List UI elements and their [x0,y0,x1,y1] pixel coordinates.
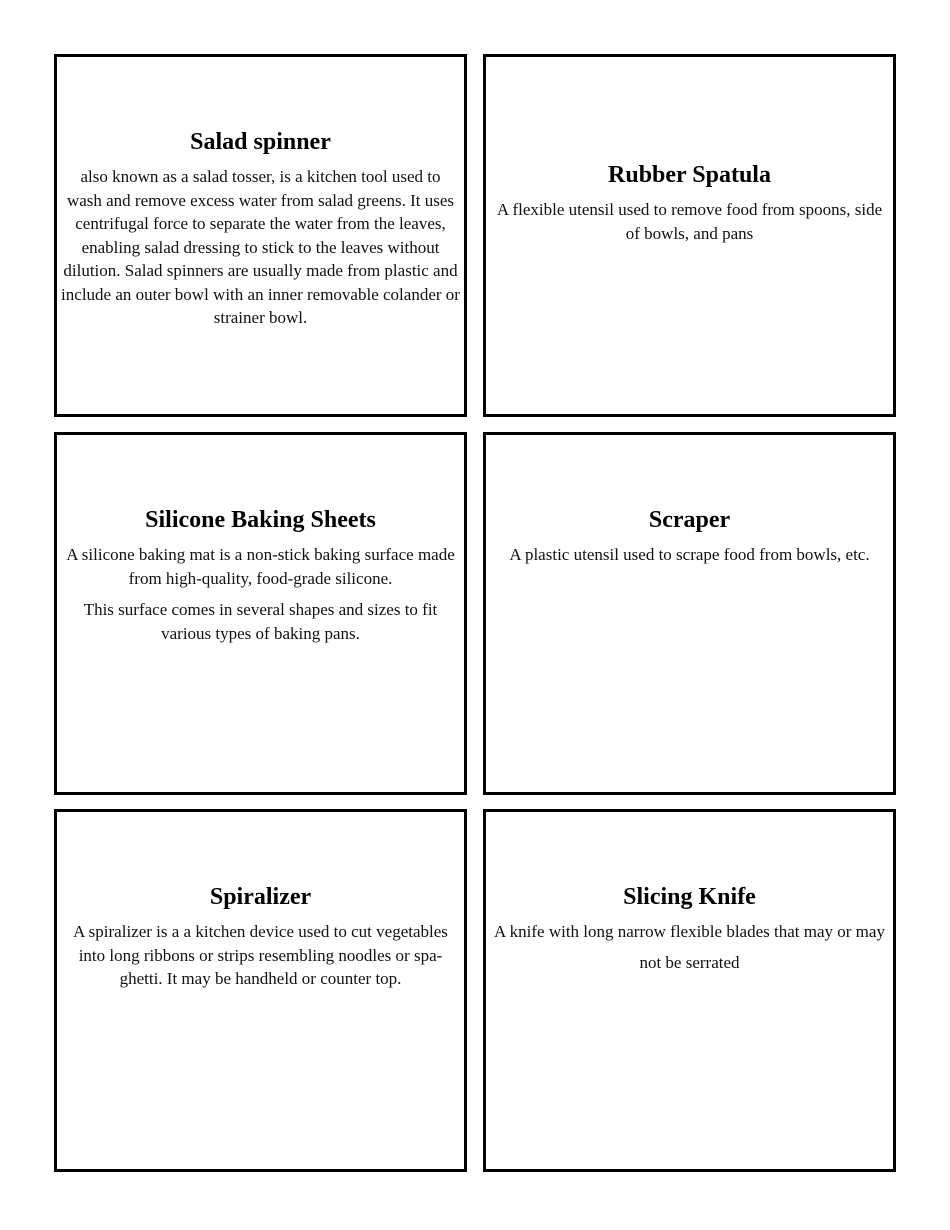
card-rubber-spatula [483,54,896,417]
card-title: Spiralizer [209,884,312,910]
card-title: Slicing Knife [623,884,756,910]
card-content [490,160,889,245]
card-content [61,882,460,991]
card-content [61,127,460,330]
card-content [490,882,889,978]
card-title: Salad spinner [190,129,331,155]
card-description: A flexible utensil used to remove food from spoons, side of bowls, and pans [496,200,883,243]
card-description: A silicone baking mat is a non-stick baking surface made from high-quality, food-grade silicone. [66,545,455,588]
card-silicone-baking-sheets [54,432,467,795]
card-description: A plastic utensil used to scrape food from bowls, etc. [509,545,870,564]
card-content [490,505,889,567]
card-title: Scraper [648,507,731,533]
card-spiralizer [54,809,467,1172]
card-description: A spiralizer is a a kitchen device used to cut vegetables into long ribbons or strips resembling noodles or spa-ghetti. It may be handheld or counter top. [73,922,448,988]
card-description: also known as a salad tosser, is a kitchen tool used to wash and remove excess water from salad greens. It uses centrifugal force to separate the water from the leaves, enabling salad dressing to stick to the leaves without dilution. Salad spinners are usually made from plastic and include an outer bowl with an inner removable colander or strainer bowl. [61,167,460,327]
card-title: Silicone Baking Sheets [145,507,376,533]
card-title: Rubber Spatula [608,162,771,188]
card-slicing-knife [483,809,896,1172]
card-content [61,505,460,645]
card-description-secondary: This surface comes in several shapes and sizes to fit various types of baking pans. [83,600,438,643]
card-salad-spinner [54,54,467,417]
card-scraper [483,432,896,795]
card-description: A knife with long narrow flexible blades that may or may not be serrated [494,922,885,972]
